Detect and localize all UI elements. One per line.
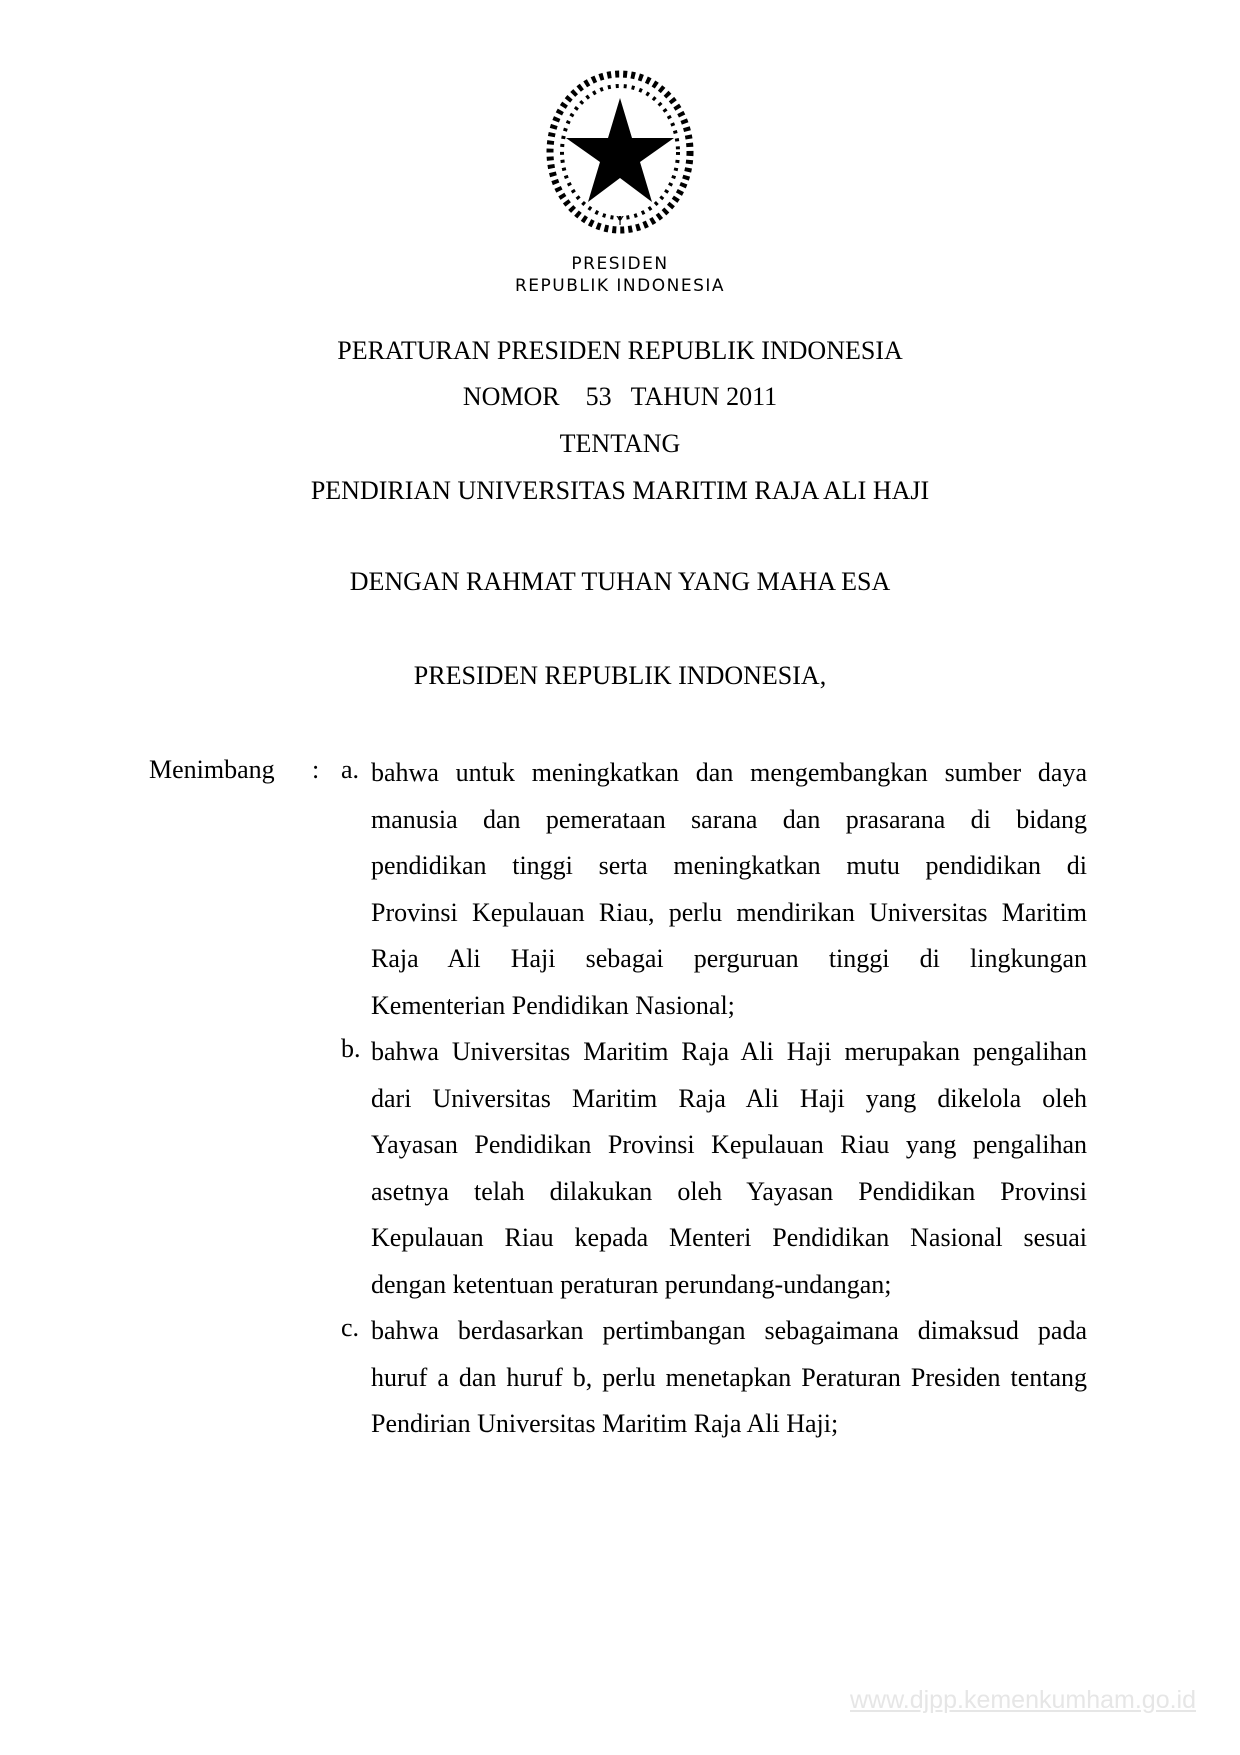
consideration-item bbox=[371, 755, 1087, 1034]
presidential-seal-emblem bbox=[530, 60, 710, 240]
preamble: DENGAN RAHMAT TUHAN YANG MAHA ESA bbox=[349, 567, 891, 596]
consideration-line: dari Universitas Maritim Raja Ali Haji yang dikelola oleh bbox=[371, 1083, 1087, 1113]
consideration-line: Pendirian Universitas Maritim Raja Ali Haji; bbox=[371, 1409, 839, 1438]
consideration-line: pendidikan tinggi serta meningkatkan mutu pendidikan di bbox=[371, 851, 1087, 880]
consideration-line: Provinsi Kepulauan Riau, perlu mendirikan Universitas Maritim bbox=[371, 897, 1087, 927]
consideration-line: Kepulauan Riau kepada Menteri Pendidikan Nasional sesuai bbox=[371, 1223, 1087, 1252]
consideration-line: asetnya telah dilakukan oleh Yayasan Pendidikan Provinsi bbox=[371, 1176, 1087, 1206]
menimbang-colon: : bbox=[312, 755, 320, 784]
title-subject: PENDIRIAN UNIVERSITAS MARITIM RAJA ALI HAJI bbox=[310, 476, 930, 505]
consideration-line: Kementerian Pendidikan Nasional; bbox=[371, 990, 735, 1020]
consideration-line: manusia dan pemerataan sarana dan prasarana di bidang bbox=[371, 804, 1087, 834]
consideration-line: Yayasan Pendidikan Provinsi Kepulauan Riau yang pengalihan bbox=[371, 1130, 1087, 1159]
letterhead-line1: PRESIDEN bbox=[571, 254, 669, 274]
consideration-line: bahwa untuk meningkatkan dan mengembangkan sumber daya bbox=[371, 758, 1087, 787]
consideration-item bbox=[371, 1034, 1087, 1313]
title-line1: PERATURAN PRESIDEN REPUBLIK INDONESIA bbox=[337, 336, 903, 365]
consideration-marker: c. bbox=[341, 1313, 360, 1342]
consideration-marker: a. bbox=[341, 755, 360, 784]
menimbang-label: Menimbang bbox=[149, 755, 275, 784]
consideration-marker: b. bbox=[341, 1034, 361, 1063]
issuer: PRESIDEN REPUBLIK INDONESIA, bbox=[413, 661, 827, 690]
consideration-line: bahwa Universitas Maritim Raja Ali Haji merupakan pengalihan bbox=[371, 1037, 1087, 1066]
consideration-line: dengan ketentuan peraturan perundang-undangan; bbox=[371, 1269, 892, 1299]
title-number: NOMOR 53 TAHUN 2011 bbox=[462, 382, 778, 411]
consideration-item bbox=[371, 1313, 1087, 1453]
consideration-line: huruf a dan huruf b, perlu menetapkan Peraturan Presiden tentang bbox=[371, 1362, 1087, 1392]
letterhead-line2: REPUBLIK INDONESIA bbox=[514, 276, 726, 296]
consideration-line: Raja Ali Haji sebagai perguruan tinggi di lingkungan bbox=[371, 944, 1087, 973]
watermark-link[interactable]: www.djpp.kemenkumham.go.id bbox=[850, 1686, 1196, 1714]
svg-text:Y: Y bbox=[616, 214, 624, 228]
title-tentang: TENTANG bbox=[559, 429, 681, 458]
consideration-line: bahwa berdasarkan pertimbangan sebagaimana dimaksud pada bbox=[371, 1316, 1087, 1345]
